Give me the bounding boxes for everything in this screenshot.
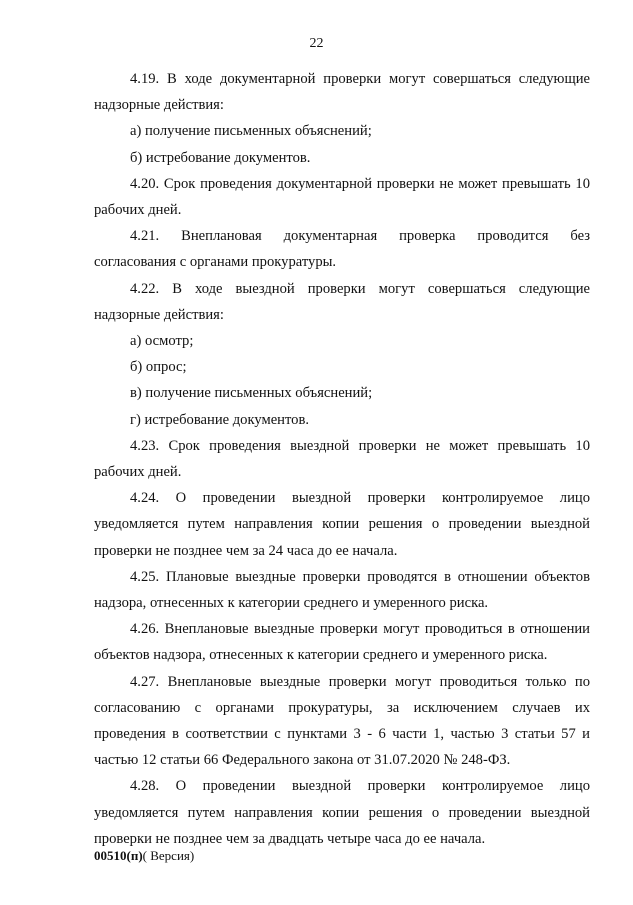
paragraph-line: в) получение письменных объяснений; <box>130 385 373 402</box>
paragraph-line: а) осмотр; <box>130 333 194 350</box>
paragraph-line: надзора, отнесенных к категории среднего и умеренного риска. <box>94 595 489 612</box>
paragraph-4-24 <box>94 485 590 564</box>
list-item-4-19-a <box>94 118 590 144</box>
paragraph-line: рабочих дней. <box>94 464 182 481</box>
paragraph-line: 4.23. Срок проведения выездной проверки не может превышать 10 <box>130 437 590 454</box>
paragraph-line: объектов надзора, отнесенных к категории среднего и умеренного риска. <box>94 647 548 664</box>
paragraph-line: частью 12 статьи 66 Федерального закона от 31.07.2020 № 248-ФЗ. <box>94 752 511 769</box>
list-item-4-22-a <box>94 328 590 354</box>
paragraph-line: 4.22. В ходе выездной проверки могут совершаться следующие <box>130 280 590 297</box>
paragraph-4-27 <box>94 669 590 774</box>
paragraph-line: согласованию с органами прокуратуры, за исключением случаев их <box>94 699 590 716</box>
paragraph-line: б) опрос; <box>130 359 187 376</box>
document-body <box>94 66 590 852</box>
paragraph-line: проведения в соответствии с пунктами 3 - 6 части 1, частью 3 статьи 57 и <box>94 726 590 743</box>
paragraph-line: г) истребование документов. <box>130 411 310 428</box>
paragraph-line: 4.20. Срок проведения документарной проверки не может превышать 10 <box>130 175 590 192</box>
paragraph-line: проверки не позднее чем за двадцать четыре часа до ее начала. <box>94 830 486 847</box>
paragraph-line: 4.19. В ходе документарной проверки могут совершаться следующие <box>130 71 590 87</box>
paragraph-4-23 <box>94 433 590 485</box>
paragraph-4-22 <box>94 276 590 328</box>
paragraph-line: уведомляется путем направления копии решения о проведении выездной <box>94 516 590 533</box>
paragraph-4-19 <box>94 66 590 118</box>
paragraph-line: проверки не позднее чем за 24 часа до ее начала. <box>94 542 398 559</box>
list-item-4-22-d <box>94 407 590 433</box>
document-code: 00510(п) <box>94 848 143 863</box>
paragraph-line: надзорные действия: <box>94 97 224 114</box>
paragraph-4-26 <box>94 616 590 668</box>
paragraph-line: 4.26. Внеплановые выездные проверки могут проводиться в отношении <box>130 621 590 638</box>
list-item-4-19-b <box>94 145 590 171</box>
paragraph-line: а) получение письменных объяснений; <box>130 123 372 140</box>
paragraph-4-20 <box>94 171 590 223</box>
paragraph-line: 4.27. Внеплановые выездные проверки могут проводиться только по <box>130 673 590 690</box>
paragraph-line: 4.24. О проведении выездной проверки контролируемое лицо <box>130 490 590 507</box>
paragraph-line: надзорные действия: <box>94 306 224 323</box>
paragraph-line: 4.21. Внеплановая документарная проверка проводится без <box>130 228 590 245</box>
paragraph-4-28 <box>94 773 590 852</box>
document-footer <box>94 848 194 864</box>
paragraph-4-25 <box>94 564 590 616</box>
paragraph-line: уведомляется путем направления копии решения о проведении выездной <box>94 804 590 821</box>
page-number: 22 <box>309 36 324 51</box>
paragraph-line: рабочих дней. <box>94 202 182 219</box>
paragraph-line: 4.28. О проведении выездной проверки контролируемое лицо <box>130 778 590 795</box>
paragraph-line: согласования с органами прокуратуры. <box>94 254 337 271</box>
list-item-4-22-c <box>94 380 590 406</box>
document-version: ( Версия) <box>142 848 195 863</box>
paragraph-line: 4.25. Плановые выездные проверки проводятся в отношении объектов <box>130 568 590 585</box>
paragraph-line: б) истребование документов. <box>130 149 311 166</box>
list-item-4-22-b <box>94 354 590 380</box>
paragraph-4-21 <box>94 223 590 275</box>
